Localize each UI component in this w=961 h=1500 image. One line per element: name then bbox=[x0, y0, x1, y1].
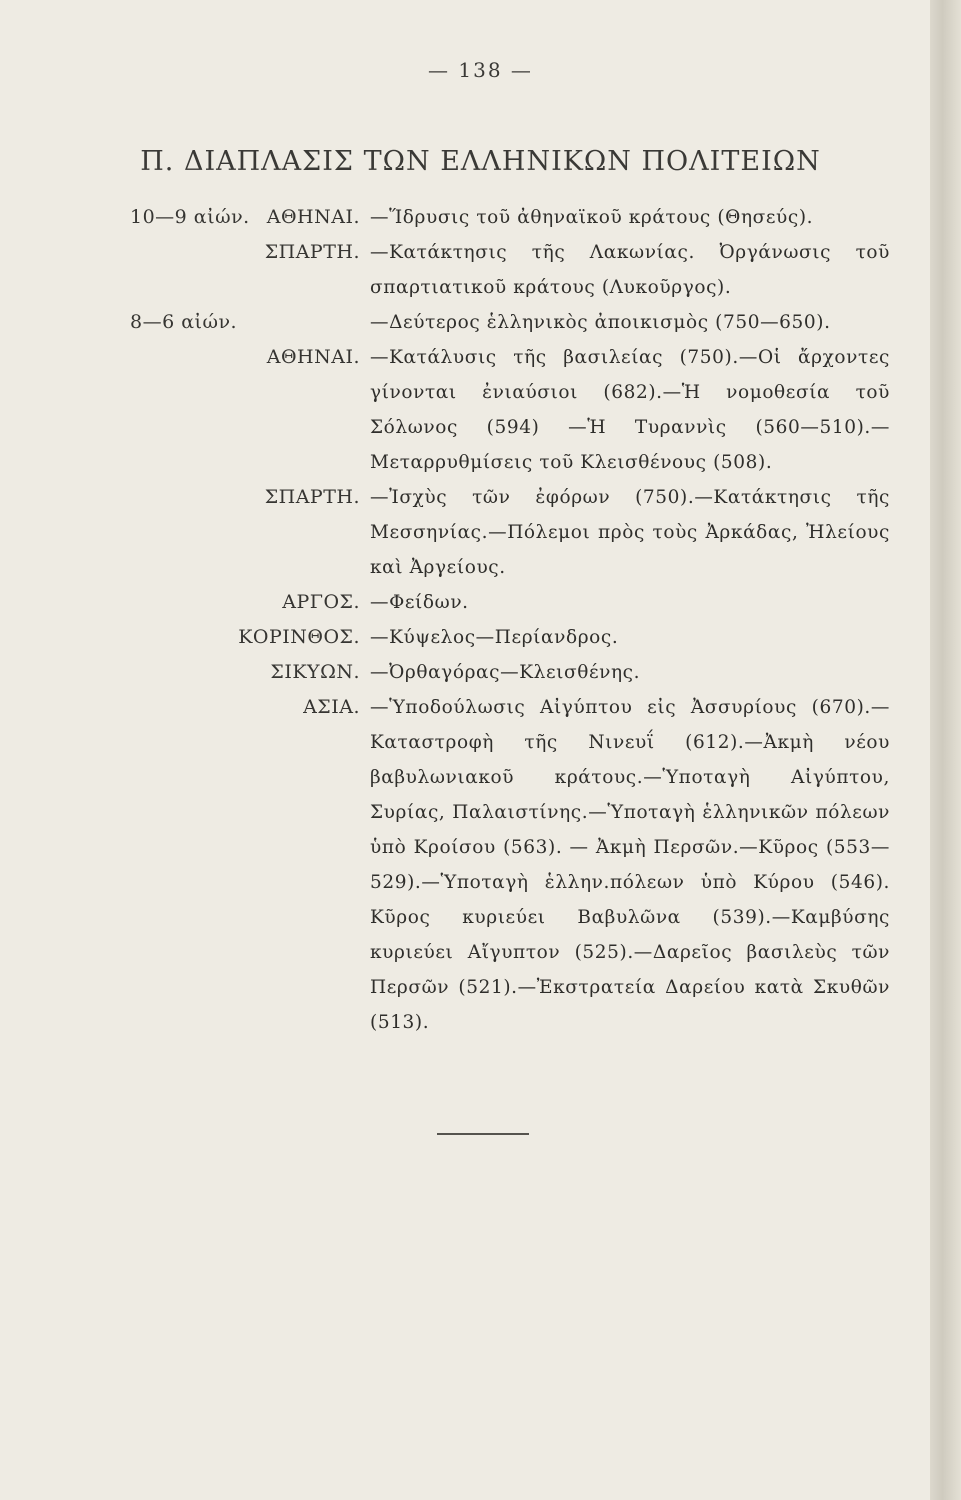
page-number: — 138 — bbox=[428, 58, 533, 82]
page-edge bbox=[930, 0, 961, 1500]
entry-athens-reforms bbox=[0, 340, 930, 480]
entry-text: —Δεύτερος ἑλληνικὸς ἀποικισμὸς (750—650). bbox=[370, 312, 831, 333]
entry-text: —Κύψελος—Περίανδρος. bbox=[370, 627, 619, 648]
entry-text: —Κατάλυσις τῆς βασιλείας (750).—Οἱ ἄρχοντες γίνονται ἐνιαύσιοι (682).—Ἡ νομοθεσία τοῦ Σόλωνος (594) —Ἡ Τυραννὶς (560—510).—Μεταρρυθμίσεις τοῦ Κλεισθένους (508). bbox=[370, 347, 890, 473]
place-label: ΚΟΡΙΝΘΟΣ. bbox=[238, 626, 360, 648]
place-label: ΑΘΗΝΑΙ. bbox=[266, 346, 360, 368]
entry-text: —Ἰσχὺς τῶν ἐφόρων (750).—Κατάκτησις τῆς Μεσσηνίας.—Πόλεμοι πρὸς τοὺς Ἀρκάδας, Ἠλείους καὶ Ἀργείους. bbox=[370, 487, 890, 578]
entry-text: —Ἵδρυσις τοῦ ἀθηναϊκοῦ κράτους (Θησεύς). bbox=[370, 207, 814, 228]
entry-corinth bbox=[0, 620, 930, 655]
entry-text: —Κατάκτησις τῆς Λακωνίας. Ὀργάνωσις τοῦ σπαρτιατικοῦ κράτους (Λυκοῦργος). bbox=[370, 242, 890, 298]
place-label: ΣΠΑΡΤΗ. bbox=[264, 241, 360, 263]
chapter-title: Π. ΔΙΑΠΛΑΣΙΣ ΤΩΝ ΕΛΛΗΝΙΚΩΝ ΠΟΛΙΤΕΙΩΝ bbox=[140, 146, 821, 178]
place-label: ΑΣΙΑ. bbox=[303, 696, 360, 718]
place-label: ΑΡΓΟΣ. bbox=[282, 591, 360, 613]
entry-sparta-conquest bbox=[0, 235, 930, 305]
era-label: 10—9 αἰών. bbox=[130, 206, 250, 228]
entry-text: —Ὑποδούλωσις Αἰγύπτου εἰς Ἀσσυρίους (670).—Καταστροφὴ τῆς Νινευΐ (612).—Ἀκμὴ νέου βαβυλωνιακοῦ κράτους.—Ὑποταγὴ Αἰγύπτου, Συρίας, Παλαιστίνης.—Ὑποταγὴ ἑλληνικῶν πόλεων ὑπὸ Κροίσου (563). — Ἀκμὴ Περσῶν.—Κῦρος (553—529).—Ὑποταγὴ ἑλλην.πόλεων ὑπὸ Κύρου (546). Κῦρος κυριεύει Βαβυλῶνα (539).—Καμβύσης κυριεύει Αἴγυπτον (525).—Δαρεῖος βασιλεὺς τῶν Περσῶν (521).—Ἐκστρατεία Δαρείου κατὰ Σκυθῶν (513). bbox=[370, 697, 890, 1033]
place-label: ΣΙΚΥΩΝ. bbox=[270, 661, 360, 683]
entry-sicyon bbox=[0, 655, 930, 690]
place-label: ΣΠΑΡΤΗ. bbox=[264, 486, 360, 508]
chronology-list bbox=[0, 200, 930, 1040]
entry-argos bbox=[0, 585, 930, 620]
entry-text: —Φείδων. bbox=[370, 592, 469, 613]
entry-colonization bbox=[0, 305, 930, 340]
entry-text: —Ὀρθαγόρας—Κλεισθένης. bbox=[370, 662, 641, 683]
entry-sparta-ephors bbox=[0, 480, 930, 585]
section-divider bbox=[437, 1133, 529, 1135]
era-label: 8—6 αἰών. bbox=[130, 311, 238, 333]
entry-asia bbox=[0, 690, 930, 1040]
entry-athens-founding bbox=[0, 200, 930, 235]
place-label: ΑΘΗΝΑΙ. bbox=[266, 206, 360, 228]
